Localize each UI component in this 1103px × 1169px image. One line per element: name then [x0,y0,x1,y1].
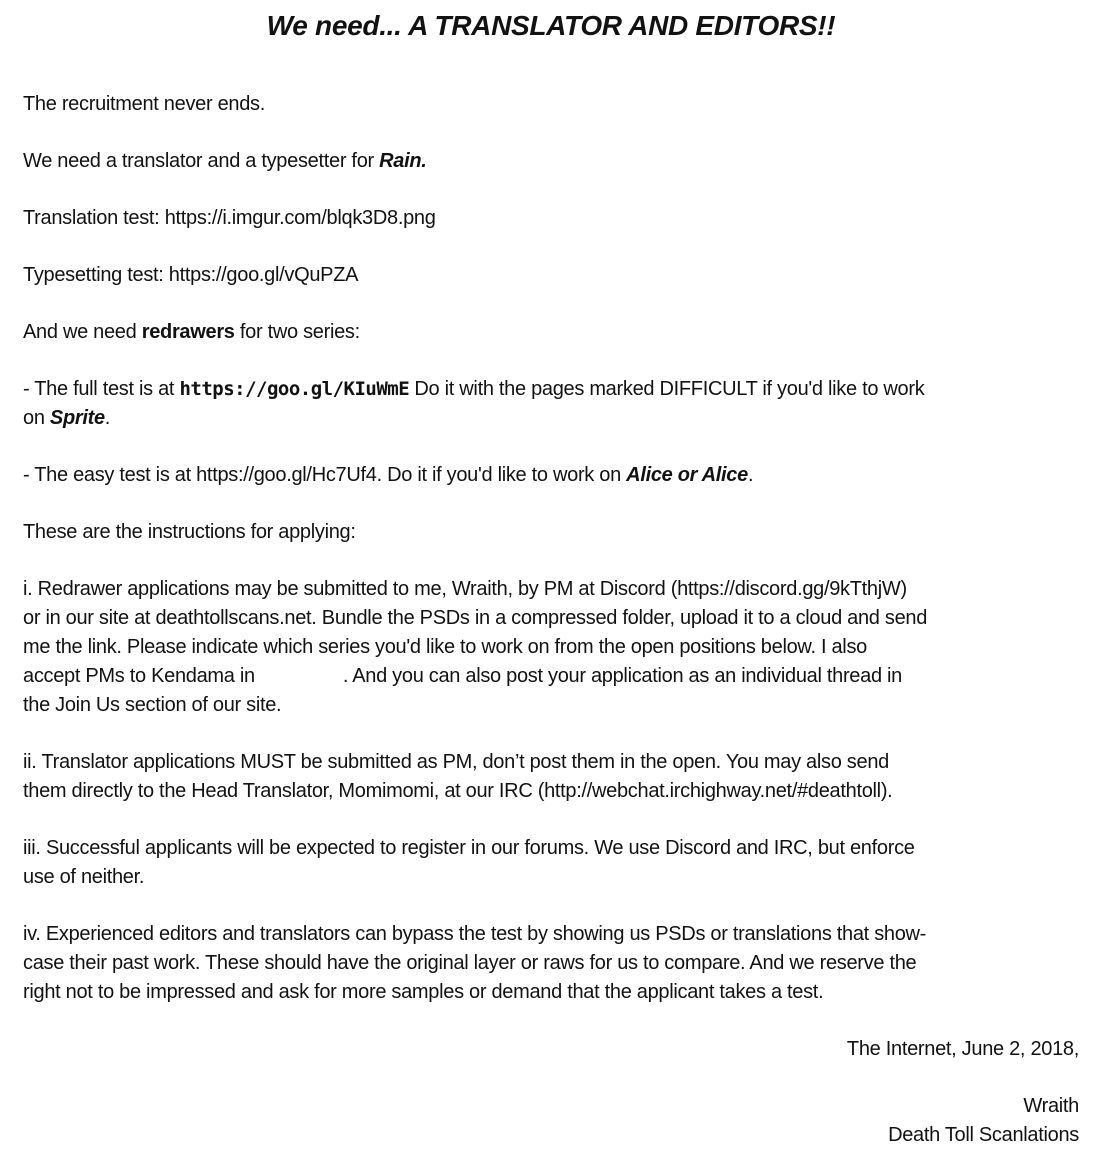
text-segment: i. Redrawer applications may be submitted to me, Wraith, by PM at Discord ( [23,578,678,600]
typesetting-test-line [23,261,1079,290]
text-segment: Typesetting test: [23,264,169,286]
document-body [23,90,1079,1150]
discord-invite-url: https://discord.gg/9kTthjW [677,578,901,600]
need-translator-typesetter-line [23,147,1079,176]
text-segment: - The easy test is at [23,464,197,486]
text-segment: . And you can also post your application as an individual thread in [342,665,902,687]
rain-series-name: Rain. [379,150,427,172]
instruction-i-redrawer-applications [23,575,1079,720]
text-segment: iii. Successful applicants will be expected to register in our forums. We use Discord and IRC, but enforce [23,837,915,859]
text-segment: case their past work. These should have the original layer or raws for us to compare. And we reserve the [23,952,917,974]
text-segment: These are the instructions for applying: [23,521,356,543]
text-segment: . Do it if you'd like to work on [376,464,627,486]
text-segment: And we need [23,321,142,343]
text-segment: Translation test: [23,207,165,229]
easy-test-url: https://goo.gl/Hc7Uf4 [196,464,377,486]
text-segment: the Join Us section of our site. [23,694,282,716]
page-title: We need... A TRANSLATOR AND EDITORS!! [266,10,836,41]
recruitment-never-ends-line [23,90,1079,119]
typesetting-test-url: https://goo.gl/vQuPZA [168,264,359,286]
site-domain: deathtollscans.net [155,607,312,629]
text-segment: We need a translator and a typesetter for [23,150,380,172]
text-segment: for two series: [234,321,360,343]
text-segment: iv. Experienced editors and translators can bypass the test by showing us PSDs or translations that show- [23,923,927,945]
text-segment: . [104,407,111,429]
date-line [23,1035,1079,1064]
translation-test-line [23,204,1079,233]
text-segment: . Bundle the PSDs in a compressed folder, upload it to a cloud and send [311,607,928,629]
instruction-ii-translator-applications [23,748,1079,806]
instruction-iv-experienced-bypass [23,920,1079,1007]
text-segment: ) [900,578,907,600]
text-segment: use of neither. [23,866,145,888]
text-segment: them directly to the Head Translator, Momimomi, at our IRC ( [23,780,545,802]
text-segment: on [23,407,50,429]
signature-block [23,1092,1079,1150]
date-text: The Internet, June 2, 2018, [846,1038,1079,1060]
text-segment: or in our site at [23,607,156,629]
alice-series-name: Alice or Alice [626,464,748,486]
need-redrawers-line [23,318,1079,347]
text-segment: . [747,464,754,486]
signer-name: Wraith [1023,1095,1079,1117]
easy-test-paragraph [23,461,1079,490]
text-segment: accept PMs to Kendama in [23,665,255,687]
text-segment: ). [880,780,893,802]
translation-test-url: https://i.imgur.com/blqk3D8.png [164,207,436,229]
text-segment: The recruitment never ends. [23,93,266,115]
group-name: Death Toll Scanlations [888,1124,1079,1146]
instruction-iii-register-forums [23,834,1079,892]
instructions-heading-line [23,518,1079,547]
text-segment: - The full test is at [23,378,180,400]
sprite-series-name: Sprite [49,407,105,429]
text-segment: me the link. Please indicate which series you'd like to work on from the open positions below. I also [23,636,867,658]
text-segment: right not to be impressed and ask for more samples or demand that the applicant takes a test. [23,981,824,1003]
irc-webchat-url: http://webchat.irchighway.net/#deathtoll [544,780,881,802]
text-segment: Do it with the pages marked DIFFICULT if you'd like to work [409,378,925,400]
full-test-url: https://goo.gl/KIuWmE [179,378,410,400]
full-test-paragraph [23,375,1079,433]
redrawers-emphasis: redrawers [141,321,235,343]
text-segment: ii. Translator applications MUST be submitted as PM, don’t post them in the open. You may also send [23,751,889,773]
